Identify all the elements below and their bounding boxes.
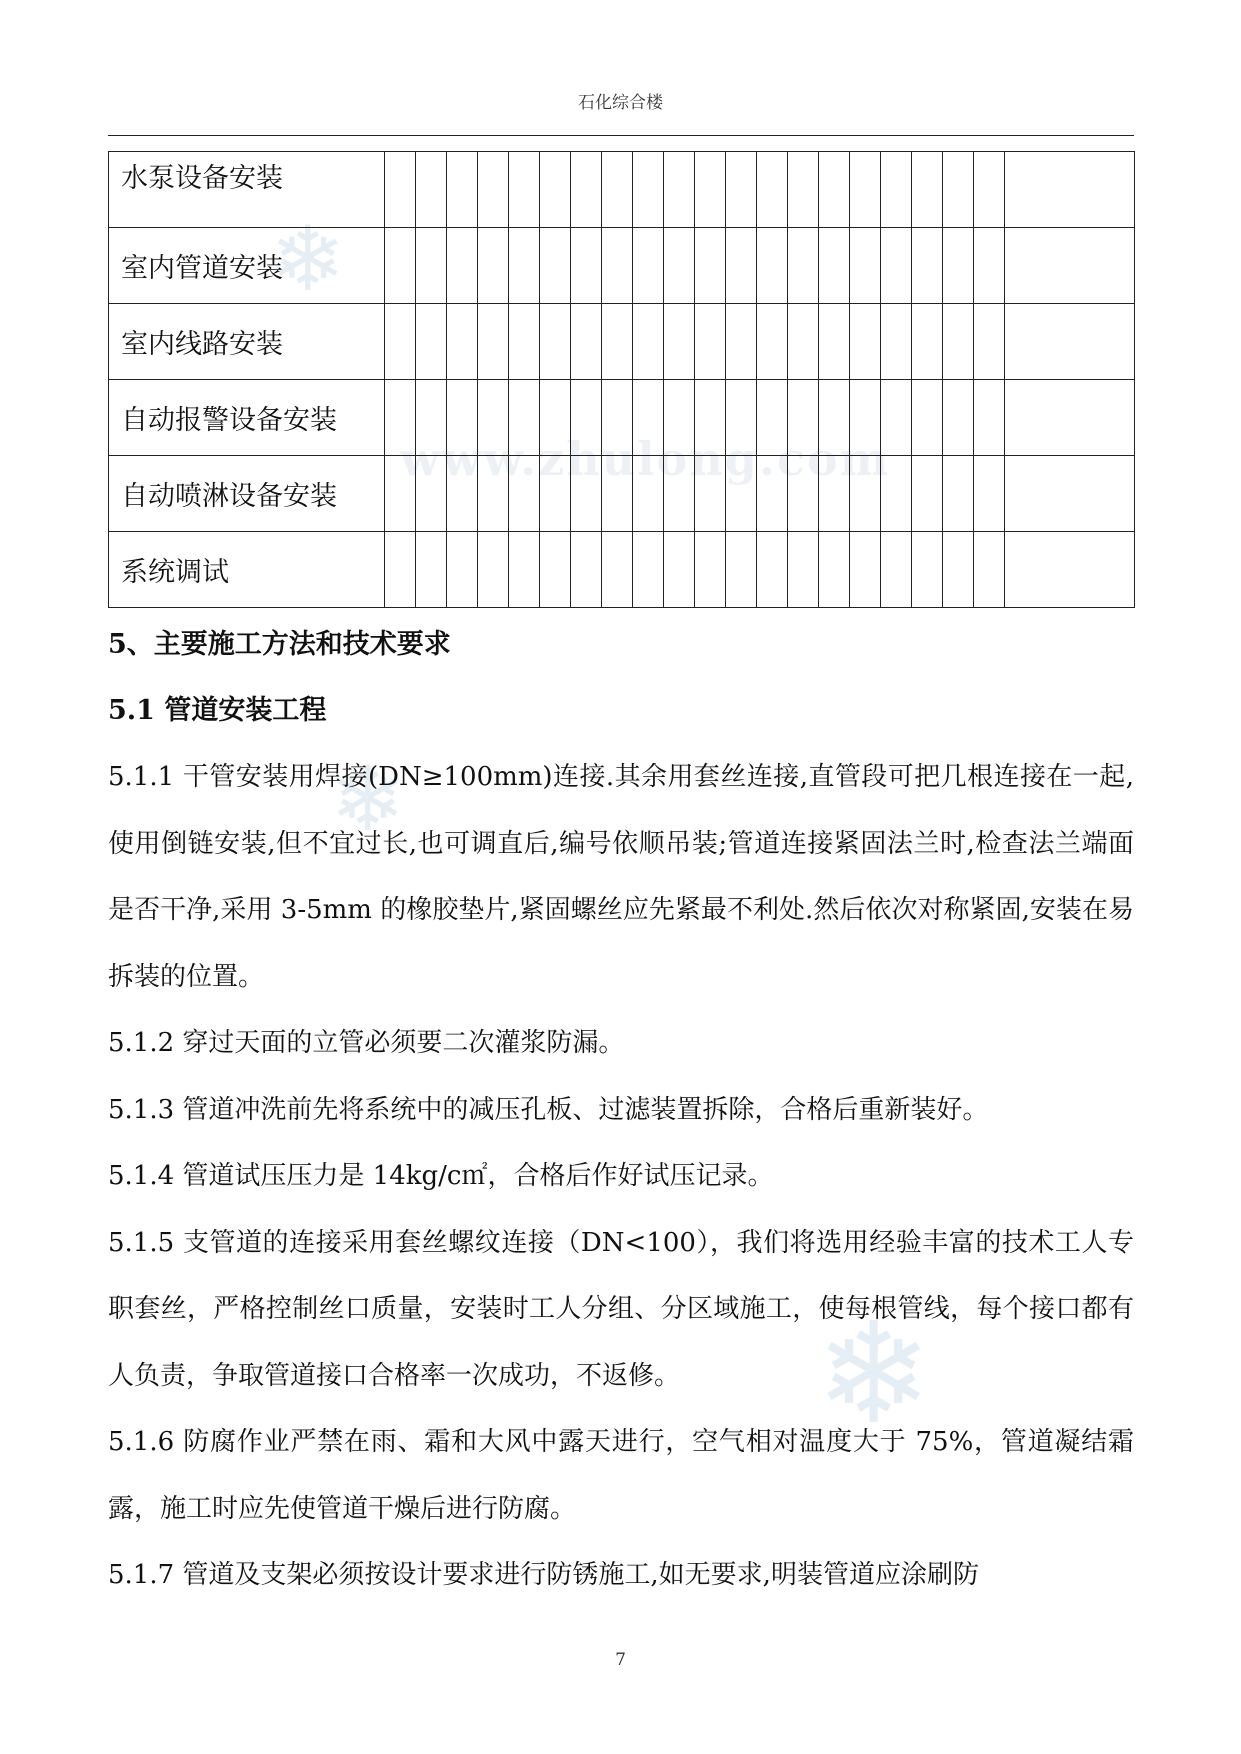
task-cell: 室内线路安装 [109, 304, 385, 380]
body-content [108, 612, 1134, 1609]
page-header: 石化综合楼 [578, 93, 663, 113]
table-row [109, 380, 1135, 456]
paragraph-5-1-4: 5.1.4 管道试压压力是 14kg/c㎡，合格后作好试压记录。 [108, 1161, 774, 1191]
task-cell: 水泵设备安装 [109, 152, 385, 228]
task-cell: 自动报警设备安装 [109, 380, 385, 456]
table-row [109, 228, 1135, 304]
table-row [109, 532, 1135, 608]
task-cell: 自动喷淋设备安装 [109, 456, 385, 532]
task-cell: 室内管道安装 [109, 228, 385, 304]
paragraph-5-1-5: 5.1.5 支管道的连接采用套丝螺纹连接（DN<100），我们将选用经验丰富的技术工人专职套丝，严格控制丝口质量，安装时工人分组、分区域施工，使每根管线，每个接口都有人负责，争取管道接口合格率一次成功，不返修。 [108, 1227, 1134, 1391]
table-row [109, 152, 1135, 228]
paragraph-5-1-1: 5.1.1 干管安装用焊接(DN≥100mm)连接.其余用套丝连接,直管段可把几根连接在一起,使用倒链安装,但不宜过长,也可调直后,编号依顺吊装;管道连接紧固法兰时,检查法兰端面是否干净,采用 3-5mm 的橡胶垫片,紧固螺丝应先紧最不利处.然后依次对称紧固,安装在易拆装的位置。 [108, 762, 1134, 992]
snowflake-watermark-icon: ❄ [270, 207, 346, 312]
task-cell: 系统调试 [109, 532, 385, 608]
section-heading: 5、主要施工方法和技术要求 [108, 629, 451, 660]
paragraph-5-1-3: 5.1.3 管道冲洗前先将系统中的减压孔板、过滤装置拆除，合格后重新装好。 [108, 1094, 989, 1125]
table-row [109, 456, 1135, 532]
snowflake-watermark-icon: ❄ [330, 747, 406, 852]
table-row [109, 304, 1135, 380]
header-rule [108, 135, 1134, 136]
snowflake-watermark-icon: ❄ [815, 1293, 933, 1456]
schedule-table [108, 151, 1135, 608]
watermark: www.zhulong.com [400, 432, 891, 486]
paragraph-5-1-6: 5.1.6 防腐作业严禁在雨、霜和大风中露天进行，空气相对温度大于 75%，管道凝结霜露，施工时应先使管道干燥后进行防腐。 [108, 1427, 1134, 1524]
page-number: 7 [615, 1650, 626, 1670]
paragraph-5-1-7: 5.1.7 管道及支架必须按设计要求进行防锈施工,如无要求,明装管道应涂刷防 [108, 1560, 979, 1590]
subsection-heading: 5.1 管道安装工程 [108, 695, 327, 726]
paragraph-5-1-2: 5.1.2 穿过天面的立管必须要二次灌浆防漏。 [108, 1028, 625, 1058]
